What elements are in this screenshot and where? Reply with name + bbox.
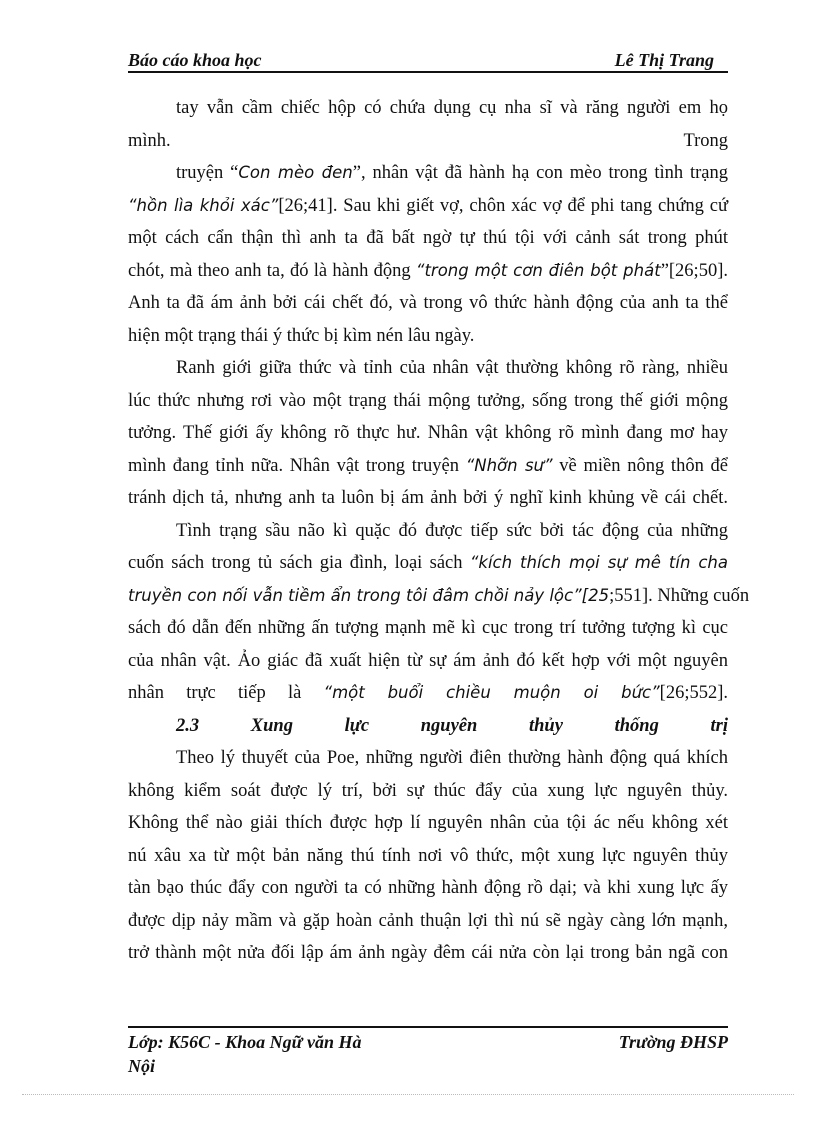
text-run: Theo lý thuyết của Poe, những người điên thường hành động quá khích xyxy=(176,748,728,768)
text-line xyxy=(128,742,728,775)
text-line xyxy=(128,612,728,645)
italic-run: truyền con nối vẫn tiềm ẩn trong tôi đâm chồi nảy lộc”[25 xyxy=(128,585,610,605)
text-run: sách đó dẫn đến những ấn tượng mạnh mẽ kì cục trong trí tưởng tượng kì cục xyxy=(128,618,728,638)
text-run: hiện một trạng thái ý thức bị kìm nén lâu ngày. xyxy=(128,325,475,346)
text-run: [26;552]. xyxy=(659,683,729,703)
page-boundary xyxy=(22,1094,794,1095)
text-run: ;551]. Những cuốn xyxy=(609,585,750,606)
text-line xyxy=(128,677,728,710)
section-heading xyxy=(128,710,728,743)
text-line xyxy=(128,320,728,353)
text-run: chót, mà theo anh ta, đó là hành động xyxy=(128,260,416,281)
footer-class: Lớp: K56C - Khoa Ngữ văn Hà Nội xyxy=(128,1032,362,1076)
text-line xyxy=(128,125,728,158)
text-line xyxy=(128,775,728,808)
text-run: nú xâu xa từ một bản năng thú tính nơi vô thức, một xung lực nguyên thủy xyxy=(128,845,728,866)
text-run: truyện “ xyxy=(176,163,239,183)
text-run: cuốn sách trong tủ sách gia đình, loại sách xyxy=(128,553,470,573)
text-line xyxy=(128,937,728,970)
text-run: về miền nông thôn để xyxy=(552,455,729,476)
text-run: được dịp nảy mầm và gặp hoàn cảnh thuận lợi thì nú sẽ ngày càng lớn mạnh, xyxy=(128,910,728,931)
text-run: tay vẫn cầm chiếc hộp có chứa dụng cụ nha sĩ và răng người em họ xyxy=(176,98,728,118)
text-line xyxy=(128,872,728,905)
text-line xyxy=(128,92,728,125)
text-line xyxy=(128,482,728,515)
text-run: Trong xyxy=(683,130,728,151)
text-run: mình đang tỉnh nữa. Nhân vật trong truyện xyxy=(128,455,466,476)
text-run: tránh dịch tả, nhưng anh ta luôn bị ám ảnh bởi ý nghĩ kinh khủng về cái chết. xyxy=(128,488,728,508)
text-run: mình. xyxy=(128,130,171,151)
text-line xyxy=(128,515,728,548)
italic-run: “kích thích mọi sự mê tín cha xyxy=(469,553,728,572)
text-line xyxy=(128,157,728,190)
italic-run: “Nhỡn sư” xyxy=(465,455,553,475)
text-line xyxy=(128,190,728,223)
text-line xyxy=(128,287,728,320)
text-line xyxy=(128,807,728,840)
text-line xyxy=(128,580,750,613)
header-rule xyxy=(128,71,728,73)
footer-school: Trường ĐHSP xyxy=(618,1032,728,1052)
text-line xyxy=(128,905,728,938)
text-run: Không thể nào giải thích được hợp lí nguyên nhân của tội ác nếu không xét xyxy=(128,813,728,833)
text-line xyxy=(128,645,728,678)
text-run: Ranh giới giữa thức và tỉnh của nhân vật thường không rõ ràng, nhiều xyxy=(176,358,728,378)
body-text xyxy=(128,92,750,970)
text-run: của nhân vật. Ảo giác đã xuất hiện từ sự ám ảnh đó kết hợp với một nguyên xyxy=(128,650,728,671)
text-run: lúc thức nhưng rơi vào một trạng thái mộng tưởng, sống trong thế giới mộng xyxy=(128,390,728,411)
header-title: Báo cáo khoa học xyxy=(128,50,262,70)
text-line xyxy=(128,385,728,418)
text-run: Anh ta đã ám ảnh bởi cái chết đó, và trong vô thức hành động của anh ta thể xyxy=(128,293,728,313)
text-run: không kiểm soát được lý trí, bởi sự thúc đẩy của xung lực nguyên thủy. xyxy=(128,780,728,801)
italic-run: Con mèo đen xyxy=(238,163,353,182)
text-line xyxy=(128,255,728,288)
text-line xyxy=(128,547,728,580)
text-line xyxy=(128,417,728,450)
footer-rule xyxy=(128,1026,728,1028)
heading-text: 2.3 Xung lực nguyên thủy thống trị xyxy=(176,715,728,736)
header-author: Lê Thị Trang xyxy=(614,50,714,70)
text-run: ”, nhân vật đã hành hạ con mèo trong tình trạng xyxy=(352,163,728,183)
italic-run: “trong một cơn điên bột phát xyxy=(415,260,661,280)
text-run: trở thành một nửa đối lập ám ảnh ngày đêm cái nửa còn lại trong bản ngã con xyxy=(128,943,728,963)
text-line xyxy=(128,840,728,873)
text-line xyxy=(128,222,728,255)
italic-run: “một buổi chiều muộn oi bức” xyxy=(323,683,660,702)
text-line xyxy=(128,352,728,385)
text-line xyxy=(128,450,728,483)
text-run: một cách cẩn thận thì anh ta đã bất ngờ tự thú tội với cảnh sát trong phút xyxy=(128,228,728,248)
text-run: Tình trạng sầu não kì quặc đó được tiếp sức bởi tác động của những xyxy=(176,520,728,541)
text-run: nhân trực tiếp là xyxy=(128,683,324,703)
text-run: tàn bạo thúc đẩy con người ta có những hành động rồ dại; và khi xung lực ấy xyxy=(128,878,728,898)
text-run: ”[26;50]. xyxy=(660,260,728,281)
text-run: [26;41]. Sau khi giết vợ, chôn xác vợ để phi tang chứng cứ xyxy=(278,195,728,216)
italic-run: “hồn lìa khỏi xác” xyxy=(128,195,279,215)
text-run: tưởng. Thế giới ấy không rõ thực hư. Nhân vật không rõ mình đang mơ hay xyxy=(128,423,728,443)
